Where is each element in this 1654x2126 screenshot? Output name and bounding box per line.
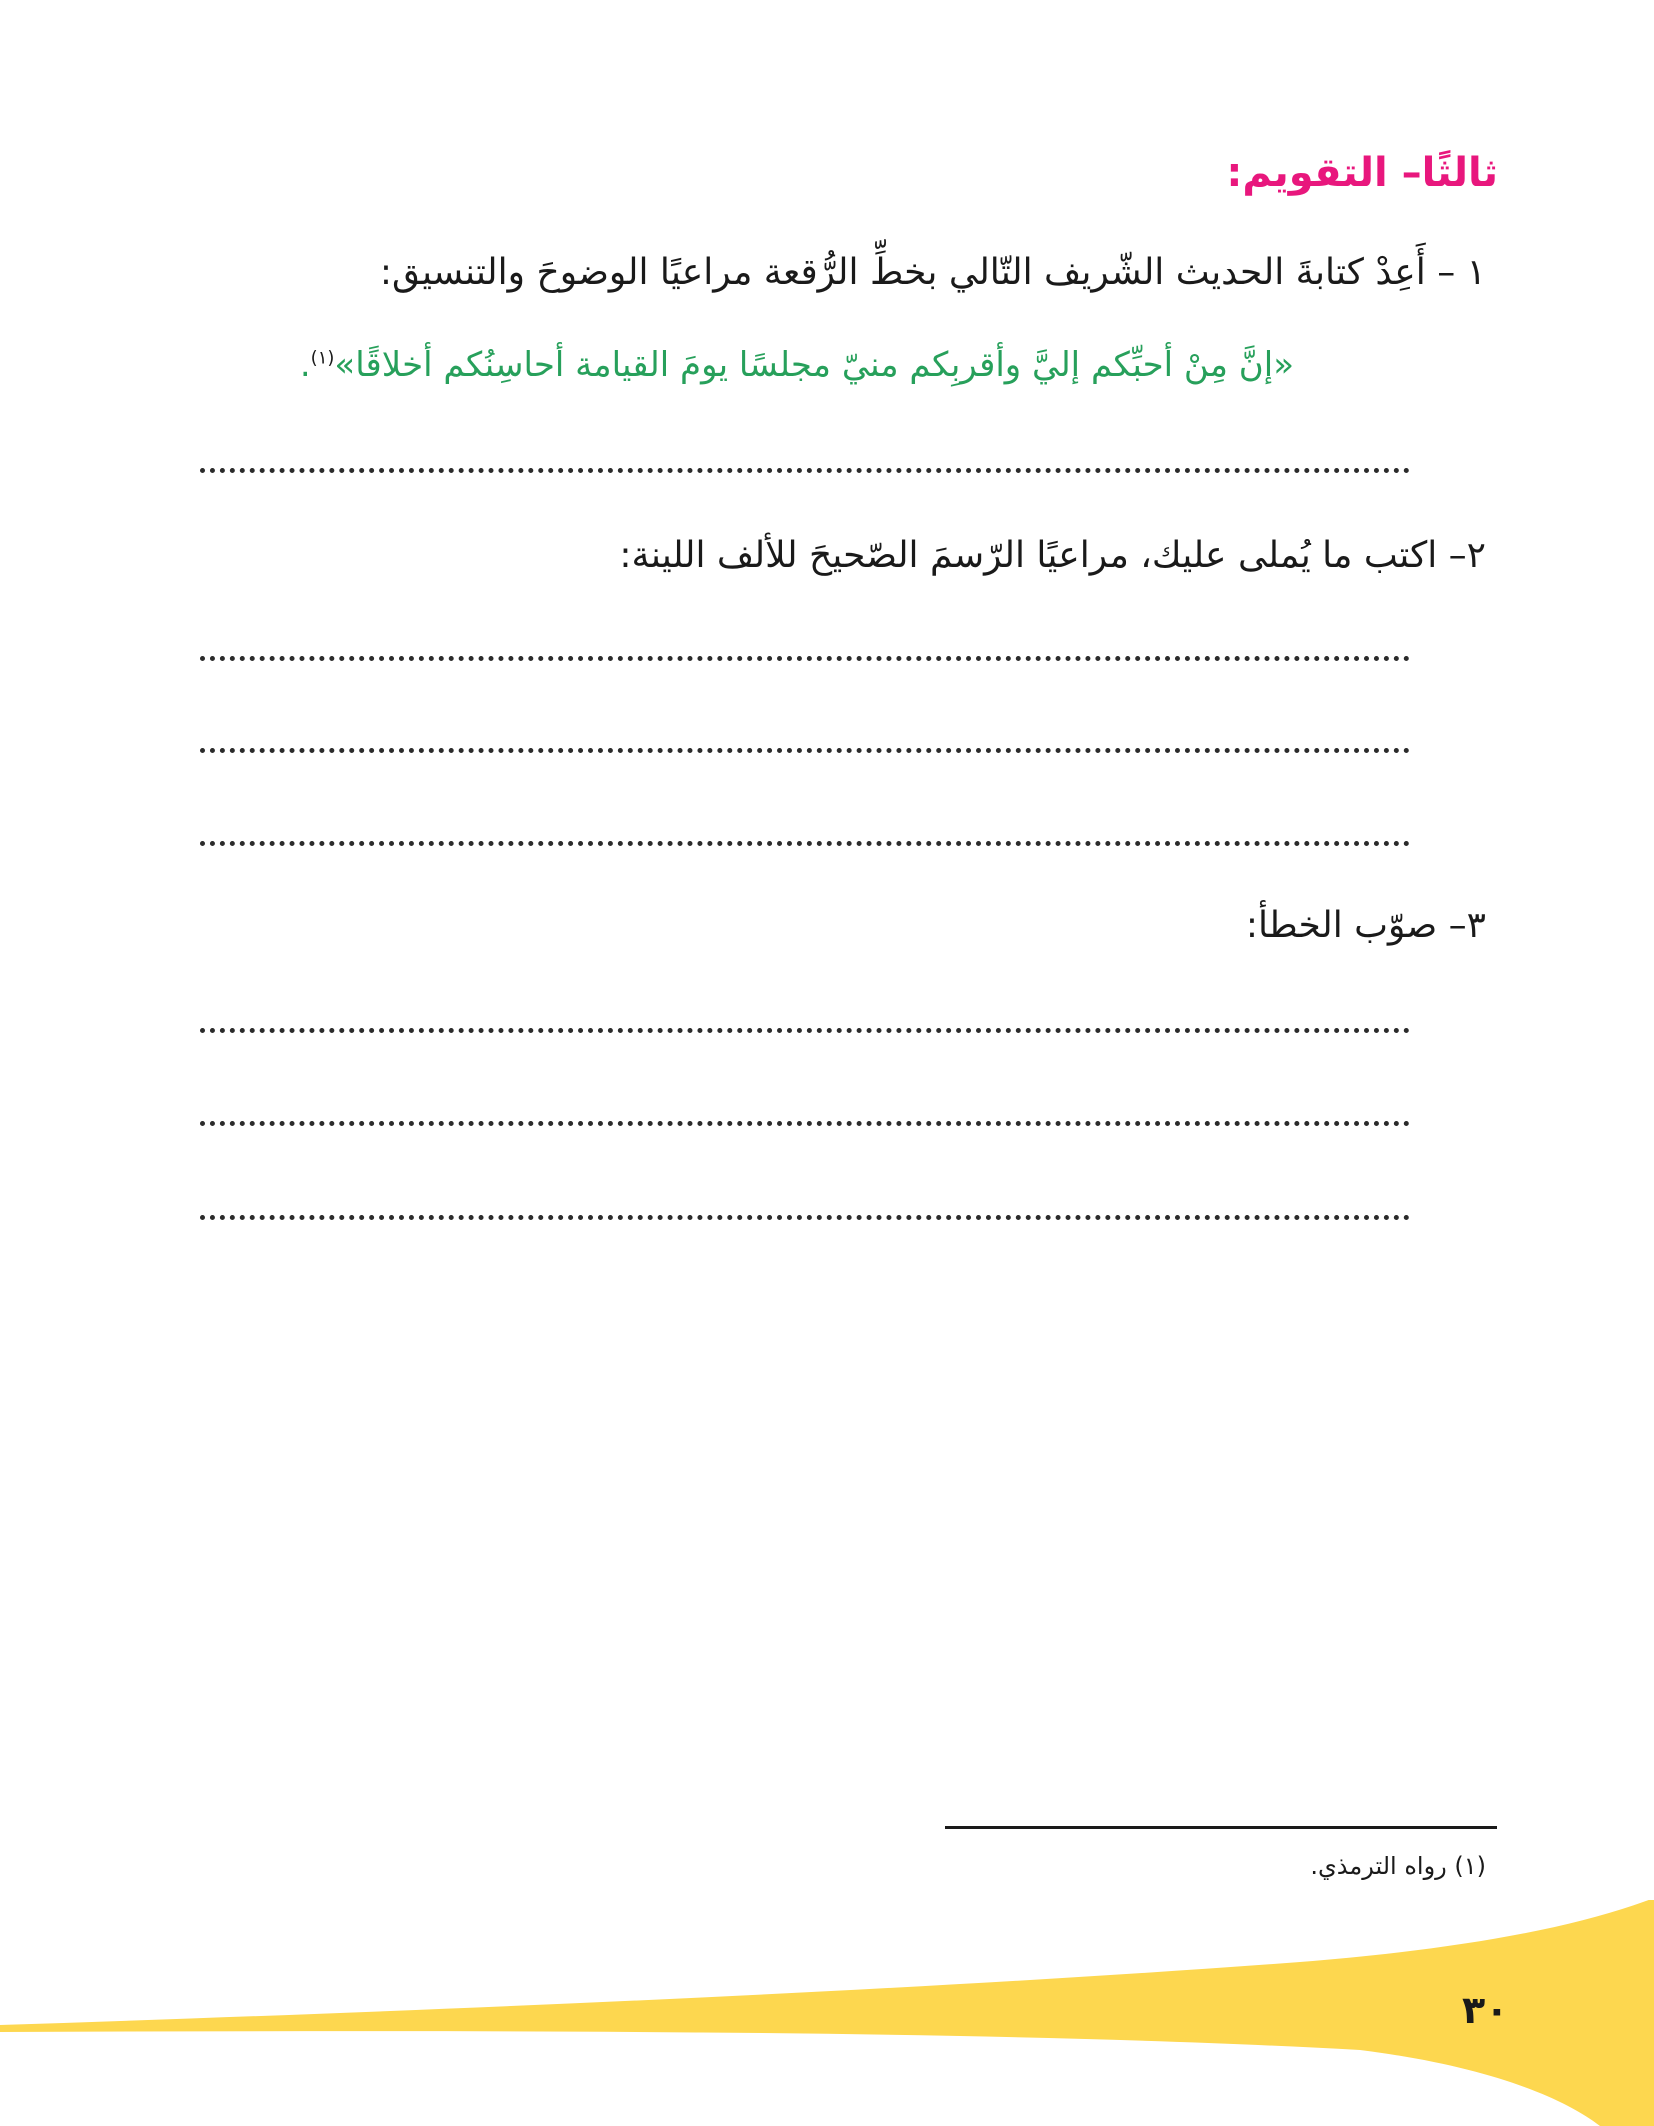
- question-3-label: ٣– صوّب الخطأ:: [1245, 905, 1486, 946]
- question-1-label: ١ – أَعِدْ كتابةَ الحديث الشّريف التّالي بخطِّ الرُّقعة مراعيًا الوضوحَ والتنسيق:: [379, 252, 1486, 293]
- answer-line-4[interactable]: [200, 841, 1410, 846]
- question-2-label: ٢– اكتب ما يُملى عليك، مراعيًا الرّسمَ الصّحيحَ للألف اللينة:: [619, 535, 1486, 576]
- footnote-divider: [945, 1826, 1497, 1829]
- page-footer-band: [0, 1900, 1654, 2126]
- hadith-period: .: [299, 345, 311, 385]
- footnote-text: (١) رواه الترمذي.: [1310, 1852, 1486, 1880]
- hadith-quote: «إنَّ مِنْ أحبِّكم إليَّ وأقربِكم منيّ مجلسًا يومَ القيامة أحاسِنُكم أخلاقًا»: [334, 345, 1294, 385]
- answer-line-7[interactable]: [200, 1215, 1410, 1220]
- section-title: ثالثًا– التقويم:: [1226, 150, 1498, 196]
- answer-line-2[interactable]: [200, 656, 1410, 661]
- hadith-footnote-ref: (١): [310, 347, 335, 369]
- answer-line-6[interactable]: [200, 1121, 1410, 1126]
- page-number: ٣٠: [1462, 1988, 1509, 2032]
- hadith-text: [300, 345, 1294, 385]
- answer-line-1[interactable]: [200, 468, 1410, 473]
- answer-line-3[interactable]: [200, 748, 1410, 753]
- footer-band-shape: [0, 1900, 1654, 2126]
- answer-line-5[interactable]: [200, 1028, 1410, 1033]
